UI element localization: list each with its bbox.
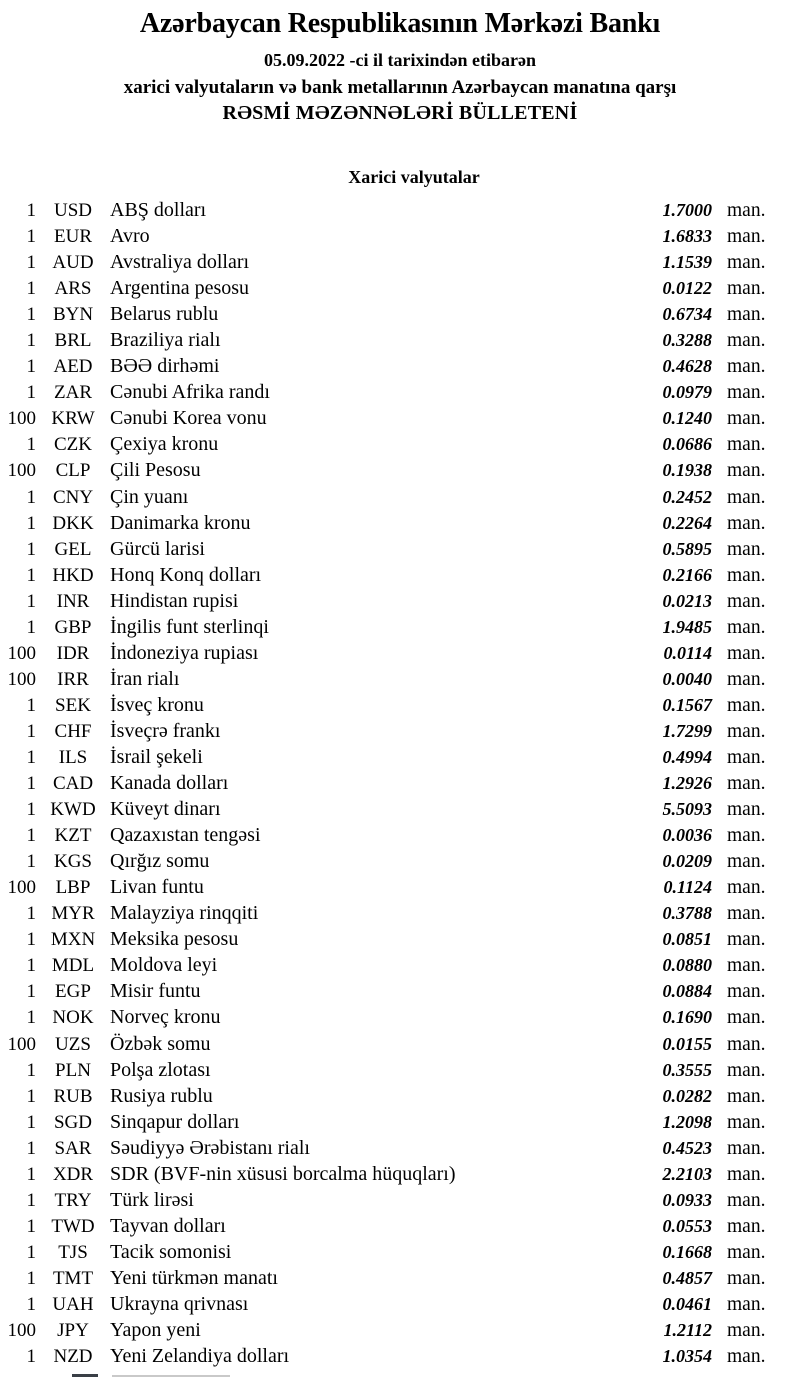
currency-quantity: 1	[26, 1215, 36, 1237]
currency-rate: 1.7299	[662, 720, 712, 741]
currency-row	[0, 431, 800, 457]
currency-name: Malayziya rinqqiti	[110, 902, 259, 925]
currency-row	[0, 1057, 800, 1083]
currency-rate: 0.0040	[662, 668, 712, 689]
currency-quantity: 1	[26, 382, 36, 404]
currency-unit: man.	[727, 408, 766, 430]
currency-code: MXN	[50, 929, 96, 951]
currency-quantity: 100	[7, 642, 36, 664]
currency-name: Avstraliya dolları	[110, 251, 250, 274]
currency-unit: man.	[727, 1163, 766, 1185]
currency-rate: 0.4857	[662, 1267, 712, 1288]
currency-rate: 0.2166	[662, 564, 712, 585]
currency-row	[0, 536, 800, 562]
currency-unit: man.	[727, 1007, 766, 1029]
currency-unit: man.	[727, 538, 766, 560]
currency-unit: man.	[727, 1241, 766, 1263]
currency-row	[0, 614, 800, 640]
currency-unit: man.	[727, 955, 766, 977]
currency-quantity: 1	[26, 1346, 36, 1368]
currency-quantity: 1	[26, 746, 36, 768]
currency-quantity: 1	[26, 538, 36, 560]
currency-quantity: 1	[26, 590, 36, 612]
currency-rate: 0.3555	[662, 1059, 712, 1080]
currency-name: Braziliya rialı	[110, 329, 221, 352]
currency-code: JPY	[57, 1320, 89, 1342]
currency-unit: man.	[727, 642, 766, 664]
currency-quantity: 1	[26, 1241, 36, 1263]
currency-quantity: 1	[26, 356, 36, 378]
currency-quantity: 1	[26, 1267, 36, 1289]
currency-row	[0, 1031, 800, 1057]
currency-unit: man.	[727, 1033, 766, 1055]
currency-unit: man.	[727, 486, 766, 508]
bulletin-subtitle: xarici valyutaların və bank metallarının Azərbaycan manatına qarşı	[123, 77, 677, 98]
currency-row	[0, 275, 800, 301]
currency-name: İsveçrə frankı	[110, 719, 221, 742]
currency-code: INR	[56, 590, 90, 612]
currency-rate: 0.0122	[662, 278, 712, 299]
currency-row	[0, 1343, 800, 1369]
currency-row	[0, 1187, 800, 1213]
currency-rate: 0.0880	[662, 955, 712, 976]
currency-code: KWD	[50, 799, 96, 821]
currency-rate: 5.5093	[662, 799, 712, 820]
currency-row	[0, 1083, 800, 1109]
currency-quantity: 1	[26, 434, 36, 456]
currency-unit: man.	[727, 981, 766, 1003]
currency-code: CZK	[54, 434, 92, 456]
currency-name: Cənubi Afrika randı	[110, 381, 270, 404]
currency-unit: man.	[727, 356, 766, 378]
currency-code: TJS	[58, 1241, 88, 1263]
currency-code: RUB	[53, 1085, 93, 1107]
currency-rate: 1.1539	[662, 252, 712, 273]
currency-unit: man.	[727, 200, 766, 221]
currency-name: Gürcü larisi	[110, 537, 205, 560]
currency-row	[0, 1317, 800, 1343]
currency-code: AUD	[52, 252, 94, 274]
currency-quantity: 1	[26, 252, 36, 274]
currency-code: SAR	[54, 1137, 92, 1159]
currency-rates-table	[0, 197, 800, 1369]
currency-code: KGS	[53, 851, 92, 873]
currency-name: Küveyt dinarı	[110, 798, 221, 821]
currency-unit: man.	[727, 668, 766, 690]
currency-name: Misir funtu	[110, 980, 201, 1003]
currency-rate: 0.3788	[662, 903, 712, 924]
currency-unit: man.	[727, 746, 766, 768]
currency-row	[0, 223, 800, 249]
currency-name: Səudiyyə Ərəbistanı rialı	[110, 1136, 310, 1159]
currency-code: DKK	[52, 512, 94, 534]
currency-unit: man.	[727, 1137, 766, 1159]
currency-name: Çin yuanı	[110, 485, 189, 508]
currency-quantity: 1	[26, 981, 36, 1003]
currency-unit: man.	[727, 799, 766, 821]
currency-quantity: 1	[26, 486, 36, 508]
currency-rate: 0.0036	[662, 825, 712, 846]
currency-unit: man.	[727, 929, 766, 951]
currency-name: Argentina pesosu	[110, 277, 250, 300]
effective-date-line: 05.09.2022 -ci il tarixindən etibarən	[264, 50, 536, 70]
currency-name: Meksika pesosu	[110, 928, 239, 951]
currency-quantity: 1	[26, 1111, 36, 1133]
currency-name: Norveç kronu	[110, 1006, 221, 1029]
currency-unit: man.	[727, 903, 766, 925]
currency-quantity: 100	[7, 877, 36, 899]
currency-quantity: 1	[26, 1189, 36, 1211]
currency-code: TMT	[52, 1267, 94, 1289]
currency-rate: 0.5895	[662, 538, 712, 559]
currency-quantity: 1	[26, 825, 36, 847]
currency-quantity: 1	[26, 1137, 36, 1159]
currency-name: Belarus rublu	[110, 303, 219, 326]
currency-row	[0, 588, 800, 614]
currency-code: LBP	[55, 877, 91, 899]
currency-unit: man.	[727, 304, 766, 326]
currency-quantity: 1	[26, 616, 36, 638]
currency-name: Yeni Zelandiya dolları	[110, 1345, 290, 1368]
currency-quantity: 100	[7, 1033, 36, 1055]
currency-unit: man.	[727, 1320, 766, 1342]
currency-code: CLP	[55, 460, 91, 482]
currency-row	[0, 640, 800, 666]
currency-name: İndoneziya rupiası	[110, 641, 259, 664]
currency-name: Ukrayna qrivnası	[110, 1292, 249, 1315]
currency-row	[0, 197, 800, 223]
currency-unit: man.	[727, 1346, 766, 1368]
currency-name: Danimarka kronu	[110, 511, 251, 534]
currency-rate: 2.2103	[662, 1163, 712, 1184]
currency-quantity: 1	[26, 278, 36, 300]
currency-name: Qazaxıstan tengəsi	[110, 824, 261, 847]
bank-title: Azərbaycan Respublikasının Mərkəzi Bankı	[139, 8, 661, 39]
currency-rate: 0.1240	[662, 408, 712, 429]
currency-rate: 0.0282	[662, 1085, 712, 1106]
currency-row	[0, 900, 800, 926]
currency-code: GEL	[54, 538, 92, 560]
currency-row	[0, 484, 800, 510]
currency-code: SEK	[55, 694, 91, 716]
currency-quantity: 1	[26, 512, 36, 534]
currency-rate: 0.1124	[663, 877, 712, 898]
currency-rate: 0.0114	[663, 642, 712, 663]
currency-row	[0, 327, 800, 353]
currency-name: Polşa zlotası	[110, 1058, 211, 1081]
currency-code: NZD	[53, 1346, 93, 1368]
currency-unit: man.	[727, 1215, 766, 1237]
currency-code: SGD	[53, 1111, 92, 1133]
currency-code: CHF	[54, 720, 92, 742]
currency-rate: 1.2112	[663, 1320, 712, 1341]
currency-row	[0, 1213, 800, 1239]
currency-quantity: 1	[26, 1085, 36, 1107]
currency-unit: man.	[727, 1085, 766, 1107]
currency-code: GBP	[54, 616, 92, 638]
currency-row	[0, 1239, 800, 1265]
currency-rate: 0.1690	[662, 1007, 712, 1028]
currency-row	[0, 1161, 800, 1187]
currency-unit: man.	[727, 512, 766, 534]
currency-unit: man.	[727, 851, 766, 873]
currency-row	[0, 379, 800, 405]
currency-unit: man.	[727, 1059, 766, 1081]
currency-unit: man.	[727, 226, 766, 248]
currency-code: UAH	[52, 1293, 94, 1315]
currency-name: Hindistan rupisi	[110, 589, 239, 612]
currency-code: CAD	[52, 773, 94, 795]
currency-name: Moldova leyi	[110, 954, 218, 977]
currency-code: USD	[53, 200, 92, 221]
currency-unit: man.	[727, 616, 766, 638]
currency-name: Yeni türkmən manatı	[110, 1266, 278, 1289]
currency-code: KRW	[51, 408, 95, 430]
currency-unit: man.	[727, 1267, 766, 1289]
currency-code: XDR	[52, 1163, 94, 1185]
currency-unit: man.	[727, 564, 766, 586]
currency-rate: 1.9485	[662, 616, 712, 637]
currency-row	[0, 666, 800, 692]
currency-quantity: 1	[26, 799, 36, 821]
currency-unit: man.	[727, 825, 766, 847]
currency-rate: 0.6734	[662, 304, 712, 325]
currency-code: TRY	[54, 1189, 92, 1211]
currency-row	[0, 718, 800, 744]
currency-name: İran rialı	[110, 667, 180, 690]
currency-quantity: 1	[26, 955, 36, 977]
currency-name: Tacik somonisi	[110, 1240, 232, 1263]
currency-code: BRL	[54, 330, 92, 352]
currency-row	[0, 1291, 800, 1317]
currency-quantity: 1	[26, 694, 36, 716]
currency-row	[0, 822, 800, 848]
currency-unit: man.	[727, 720, 766, 742]
currency-quantity: 1	[26, 304, 36, 326]
currency-quantity: 100	[7, 408, 36, 430]
currency-unit: man.	[727, 1189, 766, 1211]
currency-row	[0, 848, 800, 874]
currency-row	[0, 978, 800, 1004]
currency-name: Özbək somu	[110, 1032, 211, 1055]
currency-rate: 1.2926	[662, 773, 712, 794]
currency-rate: 0.0461	[662, 1293, 712, 1314]
currency-rate: 0.0209	[662, 851, 712, 872]
currency-code: MDL	[51, 955, 95, 977]
currency-code: EUR	[54, 226, 92, 248]
currency-quantity: 1	[26, 1059, 36, 1081]
currency-rate: 1.7000	[662, 200, 712, 220]
currency-unit: man.	[727, 382, 766, 404]
currency-name: Çexiya kronu	[110, 433, 219, 456]
currency-row	[0, 562, 800, 588]
currency-name: Yapon yeni	[110, 1319, 201, 1342]
currency-quantity: 1	[26, 903, 36, 925]
currency-quantity: 1	[26, 929, 36, 951]
currency-row	[0, 510, 800, 536]
currency-code: PLN	[55, 1059, 91, 1081]
currency-row	[0, 405, 800, 431]
currency-row	[0, 353, 800, 379]
currency-row	[0, 796, 800, 822]
currency-unit: man.	[727, 590, 766, 612]
currency-rate: 0.0933	[662, 1189, 712, 1210]
currency-name: Honq Konq dolları	[110, 563, 262, 586]
currency-rate: 0.4523	[662, 1137, 712, 1158]
bulletin-title: RƏSMİ MƏZƏNNƏLƏRİ BÜLLETENİ	[222, 102, 578, 124]
currency-row	[0, 301, 800, 327]
currency-row	[0, 249, 800, 275]
currency-name: Cənubi Korea vonu	[110, 407, 267, 430]
currency-rate: 0.1938	[662, 460, 712, 481]
currency-rate: 0.0851	[662, 929, 712, 950]
currency-unit: man.	[727, 278, 766, 300]
currency-name: Rusiya rublu	[110, 1084, 213, 1107]
currency-code: TWD	[51, 1215, 95, 1237]
currency-unit: man.	[727, 877, 766, 899]
currency-code: CNY	[52, 486, 94, 508]
currency-quantity: 1	[26, 200, 36, 221]
currency-unit: man.	[727, 330, 766, 352]
currency-unit: man.	[727, 1293, 766, 1315]
currency-name: SDR (BVF-nin xüsusi borcalma hüquqları)	[110, 1162, 456, 1185]
currency-name: Türk lirəsi	[110, 1188, 194, 1211]
currency-quantity: 1	[26, 564, 36, 586]
currency-rate: 1.2098	[662, 1111, 712, 1132]
currency-name: Livan funtu	[110, 876, 204, 899]
section-title-foreign-currencies: Xarici valyutalar	[348, 167, 480, 187]
currency-name: Tayvan dolları	[110, 1214, 226, 1237]
currency-code: UZS	[55, 1033, 91, 1055]
currency-name: Kanada dolları	[110, 772, 229, 795]
currency-row	[0, 770, 800, 796]
currency-quantity: 100	[7, 668, 36, 690]
currency-quantity: 1	[26, 773, 36, 795]
currency-rate: 0.0686	[662, 434, 712, 455]
currency-code: IDR	[56, 642, 90, 664]
currency-rate: 0.1668	[662, 1241, 712, 1262]
currency-quantity: 1	[26, 1293, 36, 1315]
currency-name: Qırğız somu	[110, 850, 210, 873]
currency-rate: 0.2264	[662, 512, 712, 533]
currency-code: MYR	[51, 903, 95, 925]
currency-name: Sinqapur dolları	[110, 1110, 240, 1133]
currency-code: EGP	[55, 981, 91, 1003]
currency-quantity: 1	[26, 720, 36, 742]
currency-rate: 0.0553	[662, 1215, 712, 1236]
currency-rate: 0.4628	[662, 356, 712, 377]
currency-row	[0, 952, 800, 978]
currency-unit: man.	[727, 773, 766, 795]
currency-unit: man.	[727, 434, 766, 456]
currency-name: İsrail şekeli	[110, 745, 203, 768]
currency-rate: 0.3288	[662, 330, 712, 351]
currency-row	[0, 874, 800, 900]
currency-rate: 0.0979	[662, 382, 712, 403]
bulletin-header	[0, 0, 800, 188]
currency-code: HKD	[52, 564, 94, 586]
currency-code: BYN	[52, 304, 94, 326]
currency-quantity: 1	[26, 1007, 36, 1029]
currency-quantity: 1	[26, 851, 36, 873]
currency-name: İngilis funt sterlinqi	[110, 615, 269, 638]
currency-rate: 0.0884	[662, 981, 712, 1002]
currency-rate: 0.0155	[662, 1033, 712, 1054]
currency-unit: man.	[727, 252, 766, 274]
currency-row	[0, 744, 800, 770]
currency-rate: 0.0213	[662, 590, 712, 611]
currency-name: BƏƏ dirhəmi	[110, 355, 220, 378]
currency-quantity: 1	[26, 1163, 36, 1185]
currency-code: KZT	[54, 825, 92, 847]
currency-rate: 0.4994	[662, 746, 712, 767]
currency-code: AED	[53, 356, 93, 378]
currency-rate: 1.6833	[662, 226, 712, 247]
currency-name: Avro	[110, 225, 150, 248]
currency-code: ARS	[54, 278, 92, 300]
currency-row	[0, 1265, 800, 1291]
currency-row	[0, 457, 800, 483]
currency-row	[0, 1109, 800, 1135]
currency-code: IRR	[57, 668, 89, 690]
currency-name: İsveç kronu	[110, 693, 204, 716]
currency-code: ZAR	[54, 382, 92, 404]
currency-unit: man.	[727, 1111, 766, 1133]
currency-quantity: 100	[7, 460, 36, 482]
currency-unit: man.	[727, 460, 766, 482]
currency-code: NOK	[52, 1007, 94, 1029]
currency-row	[0, 926, 800, 952]
currency-rate: 0.2452	[662, 486, 712, 507]
currency-name: Çili Pesosu	[110, 459, 201, 482]
currency-row	[0, 1135, 800, 1161]
currency-row	[0, 1004, 800, 1030]
currency-row	[0, 692, 800, 718]
currency-rate: 0.1567	[662, 694, 712, 715]
currency-rate: 1.0354	[662, 1346, 712, 1367]
currency-quantity: 1	[26, 226, 36, 248]
currency-name: ABŞ dolları	[110, 199, 207, 221]
currency-unit: man.	[727, 694, 766, 716]
currency-quantity: 100	[7, 1320, 36, 1342]
currency-code: ILS	[58, 746, 88, 768]
currency-quantity: 1	[26, 330, 36, 352]
